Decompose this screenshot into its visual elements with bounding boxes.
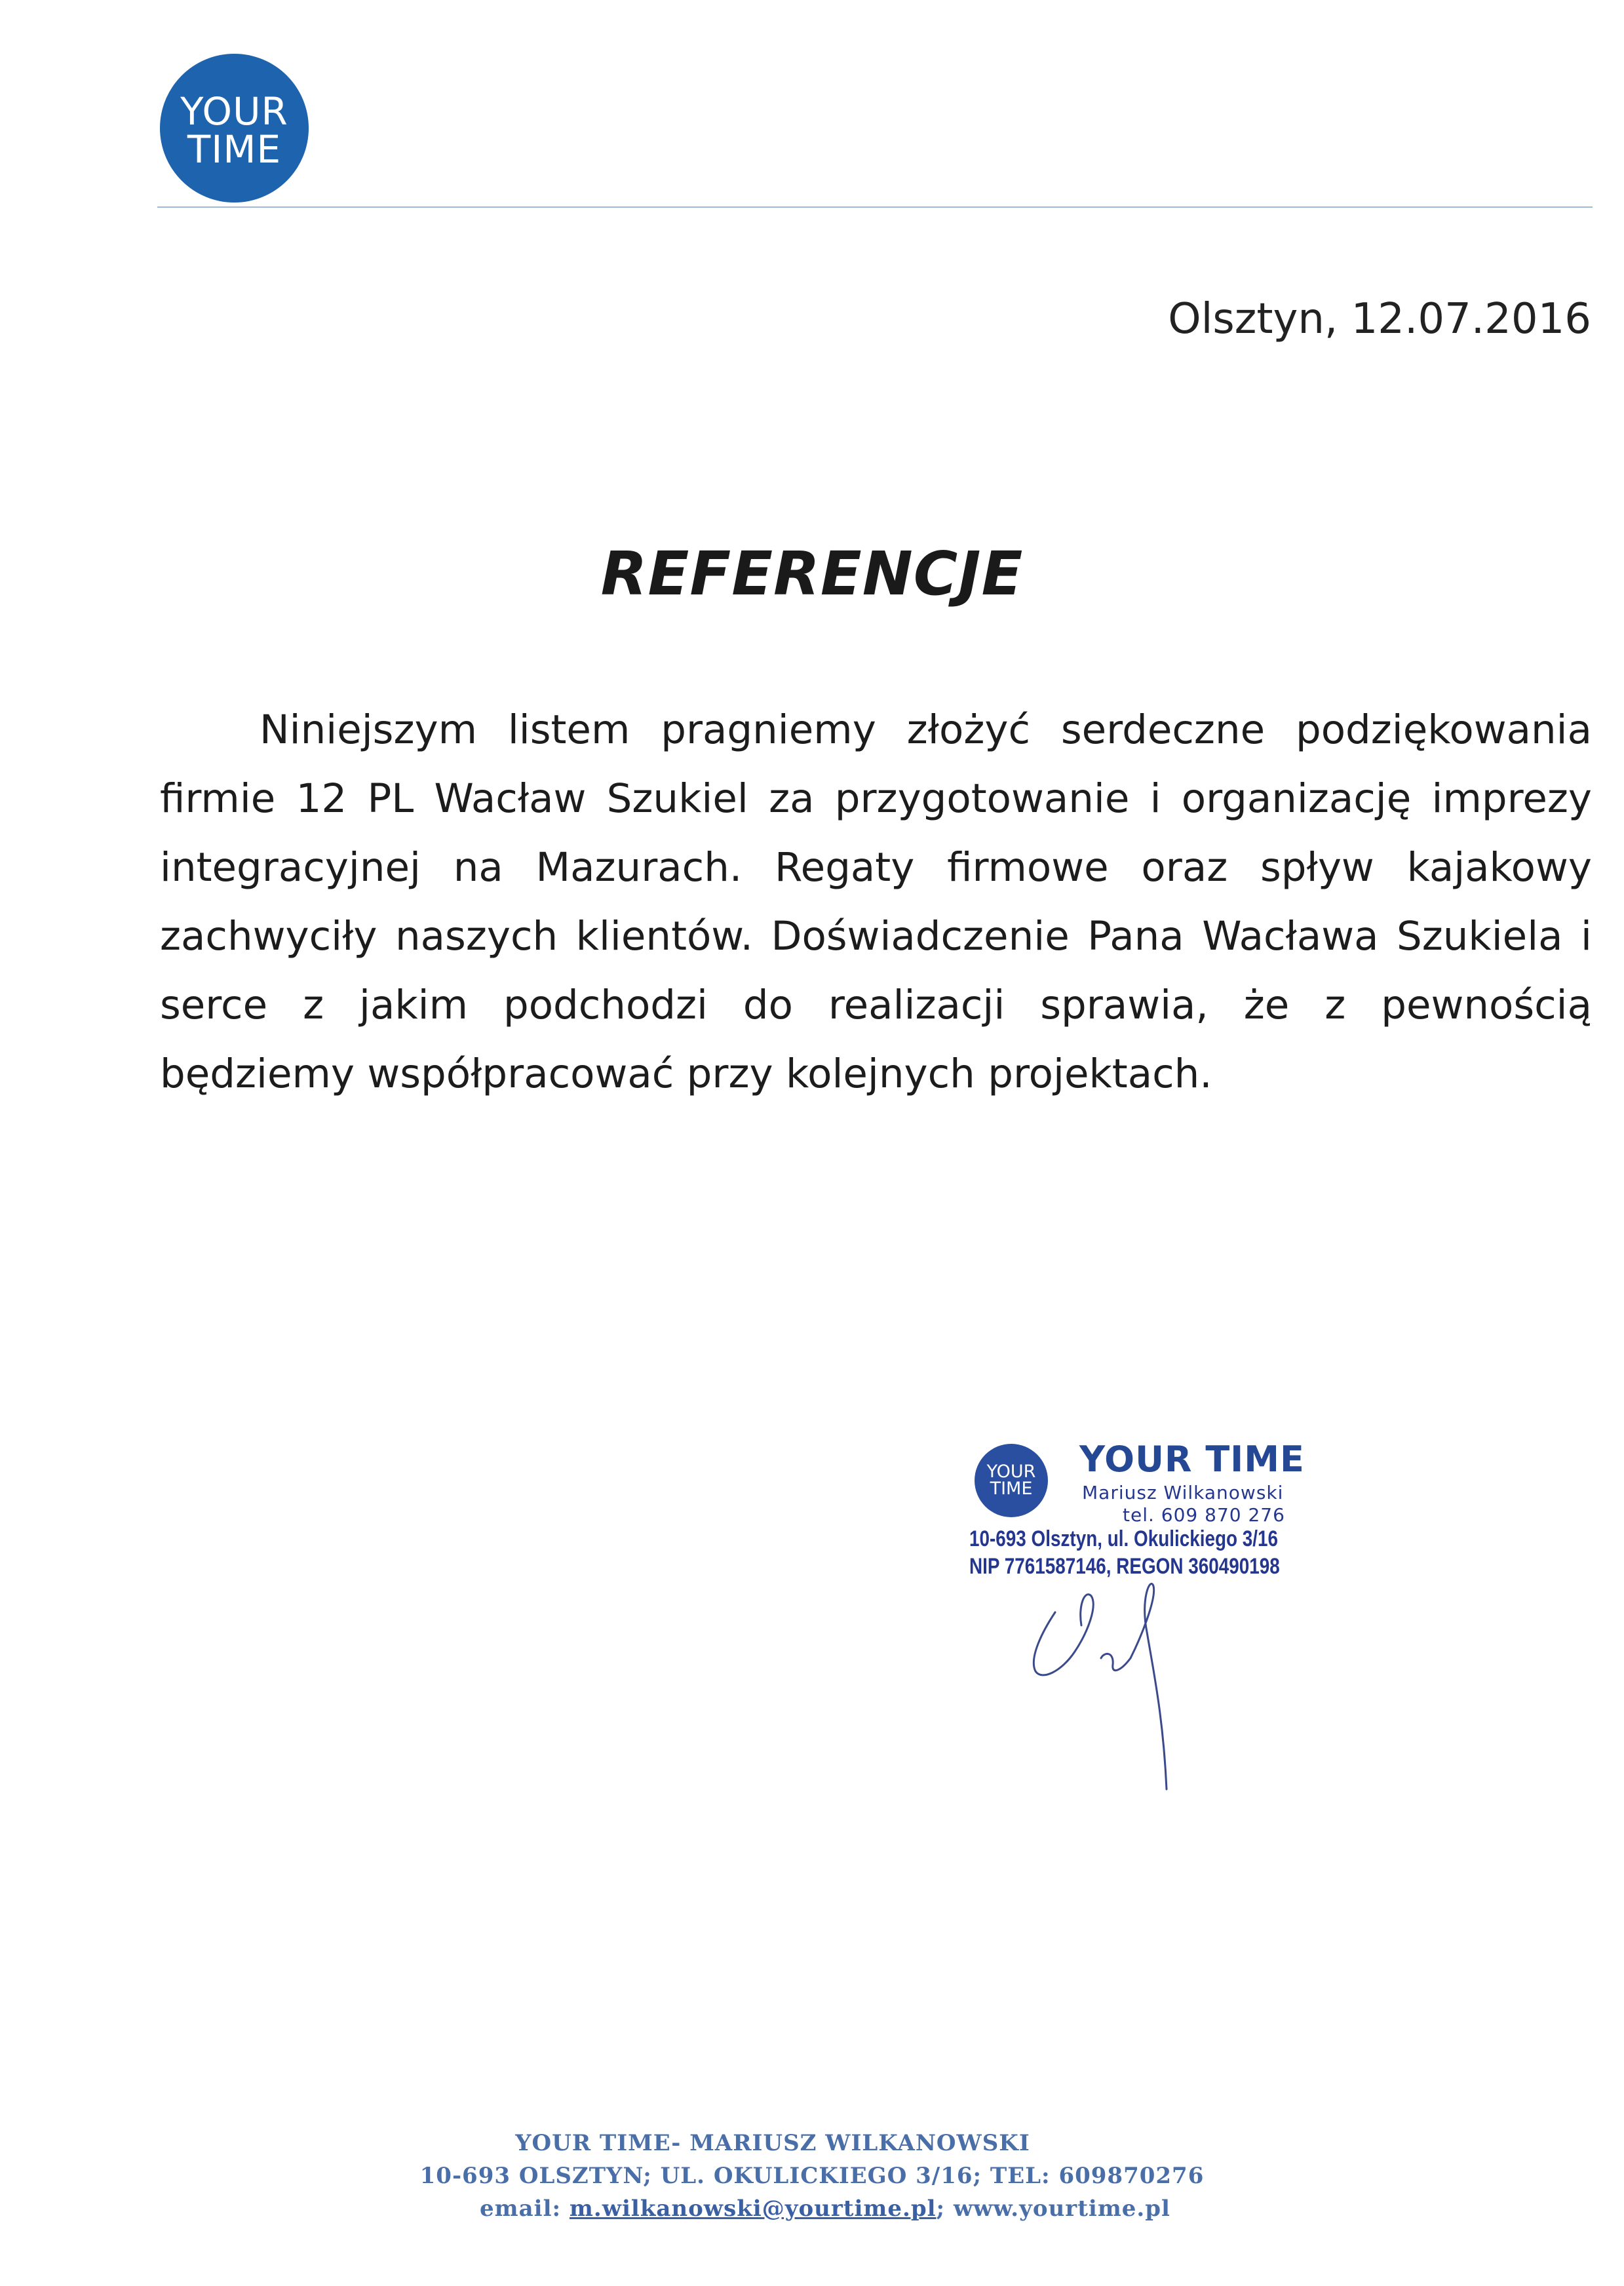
letter-title: REFERENCJE — [600, 539, 1024, 609]
footer-website[interactable]: www.yourtime.pl — [953, 2196, 1170, 2222]
footer-email-label: email: — [480, 2196, 570, 2222]
footer-separator: ; — [936, 2196, 954, 2222]
letter-footer — [0, 2127, 1624, 2225]
stamp-address: 10-693 Olsztyn, ul. Okulickiego 3/16 — [969, 1526, 1279, 1551]
stamp-brand: YOUR TIME — [1079, 1439, 1305, 1480]
footer-address: 10-693 OLSZTYN; UL. OKULICKIEGO 3/16; TEL: 609870276 — [419, 2163, 1205, 2189]
stamp-owner-name: Mariusz Wilkanowski — [1082, 1482, 1284, 1503]
stamp-logo-text-time: TIME — [990, 1479, 1033, 1499]
stamp-logo — [975, 1444, 1048, 1517]
logo-text-time: TIME — [187, 126, 282, 172]
stamp-phone: tel. 609 870 276 — [1123, 1504, 1285, 1526]
footer-company: YOUR TIME- MARIUSZ WILKANOWSKI — [515, 2130, 1030, 2156]
company-logo — [160, 54, 309, 203]
handwritten-signature — [1016, 1560, 1239, 1809]
stamp-tax-ids: NIP 7761587146, REGON 360490198 — [969, 1554, 1280, 1579]
stamp-logo-text-your: YOUR — [986, 1462, 1036, 1482]
letter-date: Olsztyn, 12.07.2016 — [1168, 295, 1591, 343]
header-divider — [157, 206, 1593, 208]
logo-text-your: YOUR — [180, 88, 288, 134]
letter-body: Niniejszym listem pragniemy złożyć serdeczne podziękowania firmie 12 PL Wacław Szukiel za przygotowanie i organizację imprezy integracyjnej na Mazurach. Regaty firmowe oraz spływ kajakowy zachwyciły naszych klientów. Doświadczenie Pana Wacława Szukiela i serce z jakim podchodzi do realizacji sprawia, że z pewnością będziemy współpracować przy kolejnych projektach. — [160, 707, 1592, 1097]
footer-email-link[interactable]: m.wilkanowski@yourtime.pl — [569, 2196, 937, 2222]
footer-contact — [26, 2192, 1624, 2225]
